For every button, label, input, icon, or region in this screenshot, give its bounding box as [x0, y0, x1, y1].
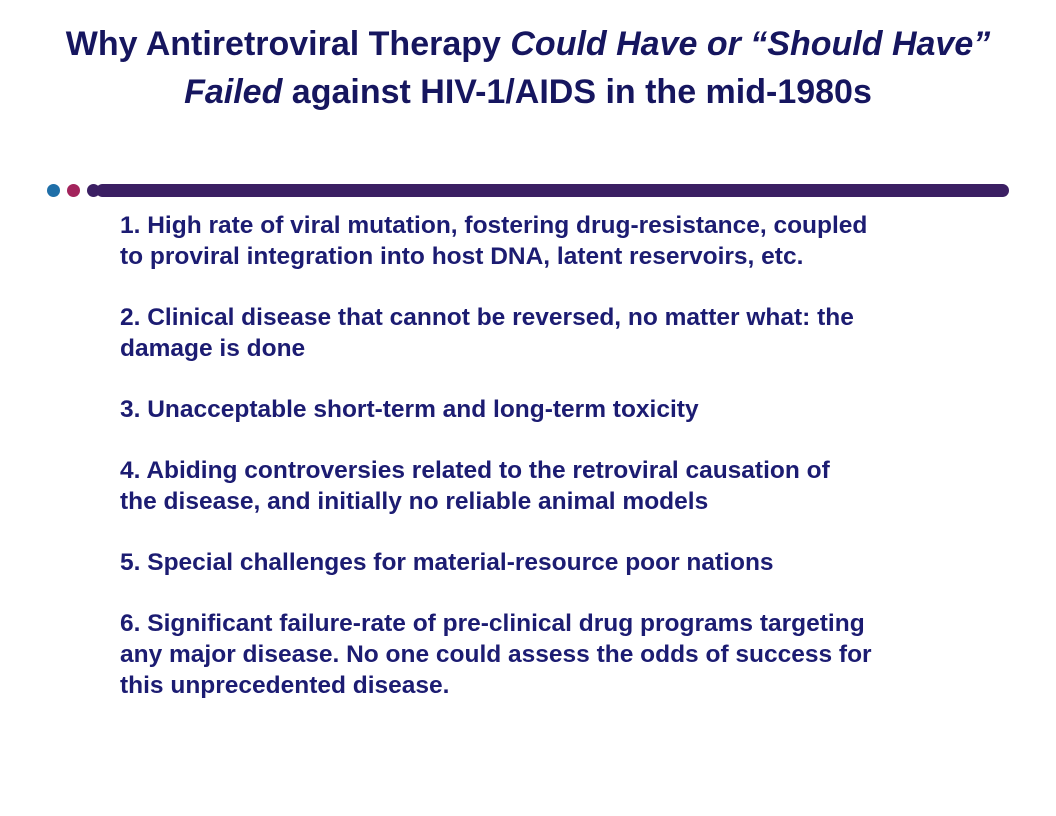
point-item: 3. Unacceptable short-term and long-term toxicity: [120, 396, 699, 423]
point-item: 5. Special challenges for material-resource poor nations: [120, 549, 774, 576]
title-part-1: Why Antiretroviral Therapy: [65, 25, 511, 63]
title-divider: [44, 182, 1010, 198]
point-list: [120, 210, 1000, 731]
point-item: 4. Abiding controversies related to the retroviral causation of the disease, and initially no reliable animal models: [120, 457, 830, 515]
slide-title: [20, 20, 1036, 116]
divider-dot-magenta: [67, 184, 80, 197]
title-part-2: Could Have or “Should Have”: [510, 25, 991, 63]
point-item: 1. High rate of viral mutation, fostering drug-resistance, coupled to proviral integration into host DNA, latent reservoirs, etc.: [120, 212, 868, 270]
point-item: 6. Significant failure-rate of pre-clinical drug programs targeting any major disease. No one could assess the odds of success for this unprecedented disease.: [120, 610, 872, 699]
title-part-3: Failed: [184, 73, 283, 111]
divider-bar: [96, 184, 1009, 197]
divider-dot-blue: [47, 184, 60, 197]
point-item: 2. Clinical disease that cannot be reversed, no matter what: the damage is done: [120, 304, 854, 362]
title-part-4: against HIV-1/AIDS in the mid-1980s: [282, 73, 872, 111]
